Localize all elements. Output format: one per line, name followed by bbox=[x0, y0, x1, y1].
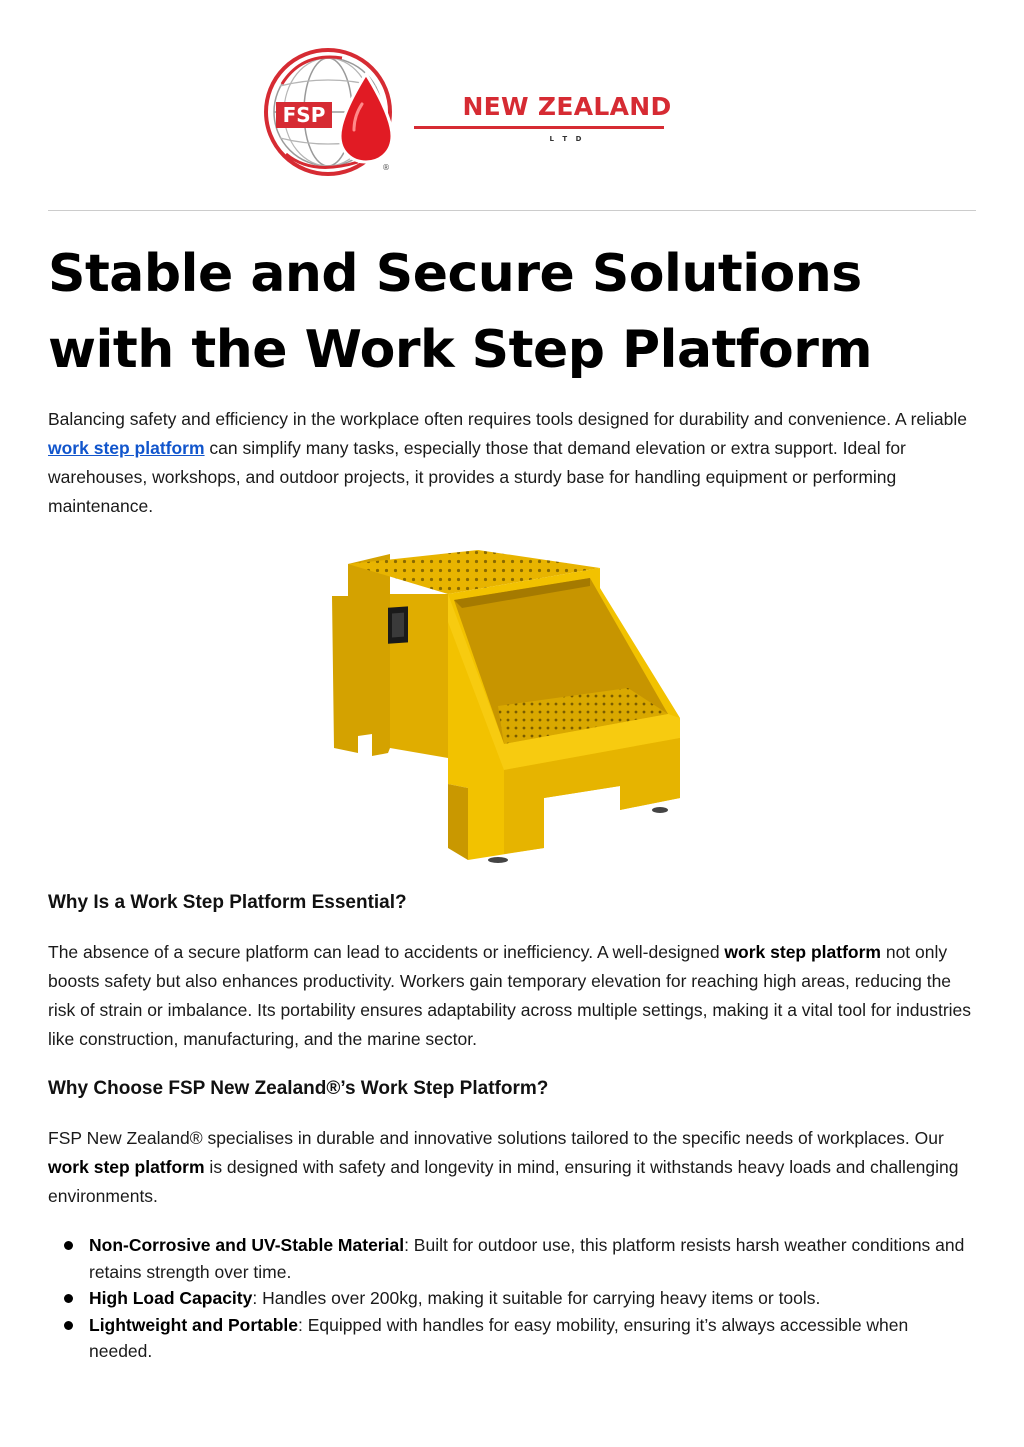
yellow-step-platform-icon bbox=[328, 548, 684, 866]
feature-title: High Load Capacity bbox=[89, 1288, 253, 1308]
section2-bold: work step platform bbox=[48, 1157, 205, 1177]
feature-title: Lightweight and Portable bbox=[89, 1314, 299, 1335]
header-divider bbox=[48, 210, 976, 211]
product-image bbox=[328, 548, 684, 866]
list-item bbox=[48, 1232, 976, 1285]
section1-text-2: not only boosts safety but also enhances productivity. Workers gain temporary elevation for reaching high areas, reducing the risk of strain or imbalance. Its portability ensures adaptability across multiple settings, making it a vital tool for industries like construction, manufacturing, and the marine sector. bbox=[48, 942, 972, 1049]
bullet-icon bbox=[64, 1321, 73, 1330]
section1-text-1: The absence of a secure platform can lead to accidents or inefficiency. A well-designed bbox=[48, 942, 725, 962]
section2-paragraph bbox=[48, 1124, 976, 1211]
fsp-globe-logo-icon bbox=[262, 44, 402, 204]
brand-logo bbox=[262, 44, 682, 204]
feature-text: : Handles over 200kg, making it suitable for carrying heavy items or tools. bbox=[252, 1288, 821, 1308]
registered-mark: ® bbox=[382, 163, 390, 172]
brand-suffix: L T D bbox=[549, 135, 585, 143]
section2-text-1: FSP New Zealand® specialises in durable and innovative solutions tailored to the specific needs of workplaces. Our bbox=[48, 1128, 944, 1148]
list-item bbox=[48, 1285, 976, 1312]
bullet-icon bbox=[64, 1294, 73, 1303]
work-step-platform-link[interactable]: work step platform bbox=[48, 438, 205, 458]
brand-region: NEW ZEALAND bbox=[462, 92, 672, 121]
feature-title: Non-Corrosive and UV-Stable Material bbox=[89, 1235, 405, 1255]
feature-list bbox=[48, 1232, 976, 1365]
brand-underline bbox=[414, 126, 664, 129]
section2-heading: Why Choose FSP New Zealand®’s Work Step Platform? bbox=[48, 1078, 549, 1099]
list-item bbox=[48, 1312, 976, 1365]
intro-paragraph bbox=[48, 405, 976, 521]
bullet-icon bbox=[64, 1241, 73, 1250]
section1-paragraph bbox=[48, 938, 976, 1054]
section1-heading: Why Is a Work Step Platform Essential? bbox=[48, 892, 407, 913]
section2-text-2: is designed with safety and longevity in mind, ensuring it withstands heavy loads and challenging environments. bbox=[48, 1157, 959, 1206]
feature-text: : Built for outdoor use, this platform resists harsh weather conditions and retains strength over time. bbox=[89, 1235, 965, 1282]
intro-text-1: Balancing safety and efficiency in the workplace often requires tools designed for durability and convenience. A reliable bbox=[48, 409, 967, 429]
page-title: Stable and Secure Solutions with the Work Step Platform bbox=[48, 244, 873, 380]
intro-text-2: can simplify many tasks, especially those that demand elevation or extra support. Ideal for warehouses, workshops, and outdoor projects, it provides a sturdy base for handling equipment or performing maintenance. bbox=[48, 438, 906, 516]
feature-text: : Equipped with handles for easy mobility, ensuring it’s always accessible when needed. bbox=[89, 1314, 909, 1361]
logo-letters: FSP bbox=[282, 103, 326, 127]
section1-bold: work step platform bbox=[724, 942, 881, 962]
